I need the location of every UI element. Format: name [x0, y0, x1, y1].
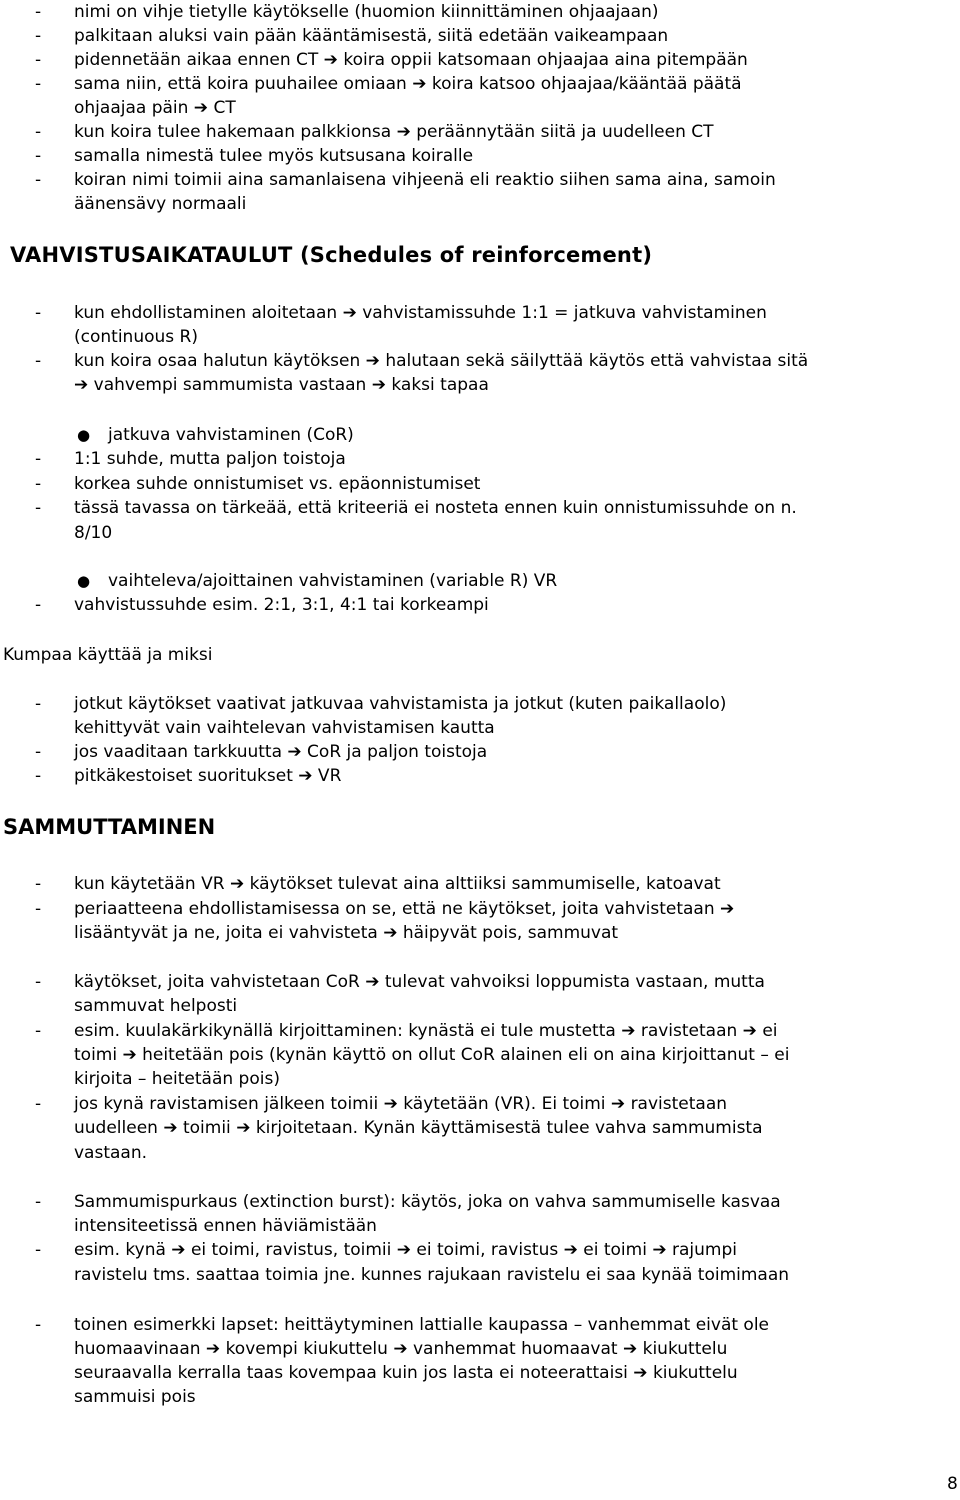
text-line — [0, 496, 960, 520]
line-text: kirjoita – heitetään pois) — [74, 1069, 280, 1089]
section-heading — [0, 815, 960, 839]
dash-marker: - — [35, 1021, 42, 1041]
text-line — [0, 168, 960, 192]
text-line — [0, 692, 960, 716]
text-line — [0, 349, 960, 373]
line-text: pitkäkestoiset suoritukset ➔ VR — [74, 766, 342, 786]
text-line — [0, 593, 960, 617]
line-text: toinen esimerkki lapset: heittäytyminen lattialle kaupassa – vanhemmat eivät ole — [74, 1315, 770, 1335]
dash-marker: - — [35, 474, 42, 494]
line-text: ➔ vahvempi sammumista vastaan ➔ kaksi tapaa — [74, 375, 489, 395]
line-text: sammuisi pois — [74, 1387, 196, 1407]
dash-marker: - — [35, 1192, 42, 1212]
text-line — [0, 897, 960, 921]
text-line — [0, 970, 960, 994]
text-line — [0, 96, 960, 120]
line-text: jos vaaditaan tarkkuutta ➔ CoR ja paljon toistoja — [74, 742, 488, 762]
line-text: palkitaan aluksi vain pään kääntämisestä, siitä edetään vaikeampaan — [74, 26, 669, 46]
text-line — [0, 472, 960, 496]
text-line — [0, 1361, 960, 1385]
text-line — [0, 423, 960, 447]
line-text: kun koira osaa halutun käytöksen ➔ halutaan sekä säilyttää käytös että vahvistaa sitä — [74, 351, 809, 371]
text-line — [0, 1116, 960, 1140]
line-text: uudelleen ➔ toimii ➔ kirjoitetaan. Kynän käyttämisestä tulee vahva sammumista — [74, 1118, 763, 1138]
line-text: kun ehdollistaminen aloitetaan ➔ vahvistamissuhde 1:1 = jatkuva vahvistaminen — [74, 303, 767, 323]
text-line — [0, 764, 960, 788]
text-line — [0, 1190, 960, 1214]
line-text: VAHVISTUSAIKATAULUT (Schedules of reinforcement) — [10, 243, 653, 267]
text-line — [0, 569, 960, 593]
dash-marker: - — [35, 694, 42, 714]
line-text: esim. kuulakärkikynällä kirjoittaminen: kynästä ei tule mustetta ➔ ravistetaan ➔ ei — [74, 1021, 778, 1041]
text-line — [0, 144, 960, 168]
dash-marker: - — [35, 1094, 42, 1114]
line-text: kun koira tulee hakemaan palkkionsa ➔ peräännytään siitä ja uudelleen CT — [74, 122, 714, 142]
text-line — [0, 1263, 960, 1287]
text-line — [0, 1019, 960, 1043]
text-line — [0, 1337, 960, 1361]
text-line — [0, 1092, 960, 1116]
text-line — [0, 1214, 960, 1238]
line-text: toimi ➔ heitetään pois (kynän käyttö on ollut CoR alainen eli on aina kirjoittanut – ei — [74, 1045, 790, 1065]
text-line — [0, 192, 960, 216]
text-line — [0, 301, 960, 325]
line-text: jos kynä ravistamisen jälkeen toimii ➔ käytetään (VR). Ei toimi ➔ ravistetaan — [74, 1094, 728, 1114]
line-text: periaatteena ehdollistamisessa on se, että ne käytökset, joita vahvistetaan ➔ — [74, 899, 735, 919]
line-text: korkea suhde onnistumiset vs. epäonnistumiset — [74, 474, 481, 494]
bullet-dot-icon: ● — [77, 426, 91, 444]
line-text: 1:1 suhde, mutta paljon toistoja — [74, 449, 346, 469]
dash-marker: - — [35, 1240, 42, 1260]
dash-marker: - — [35, 899, 42, 919]
text-line — [0, 716, 960, 740]
text-line — [0, 447, 960, 471]
text-line — [0, 1385, 960, 1409]
line-text: ravistelu tms. saattaa toimia jne. kunnes rajukaan ravistelu ei saa kynää toimimaan — [74, 1265, 790, 1285]
dash-marker: - — [35, 122, 42, 142]
dash-marker: - — [35, 50, 42, 70]
subsection-heading — [0, 643, 960, 667]
text-line — [0, 1043, 960, 1067]
text-line — [0, 921, 960, 945]
text-line — [0, 48, 960, 72]
line-text: Kumpaa käyttää ja miksi — [3, 645, 213, 665]
line-text: 8/10 — [74, 523, 113, 543]
line-text: kehittyvät vain vaihtelevan vahvistamisen kautta — [74, 718, 495, 738]
dash-marker: - — [35, 303, 42, 323]
line-text: huomaavinaan ➔ kovempi kiukuttelu ➔ vanhemmat huomaavat ➔ kiukuttelu — [74, 1339, 728, 1359]
text-line — [0, 325, 960, 349]
line-text: vaihteleva/ajoittainen vahvistaminen (variable R) VR — [108, 571, 558, 591]
text-line — [0, 521, 960, 545]
dash-marker: - — [35, 146, 42, 166]
dash-marker: - — [35, 2, 42, 22]
section-heading — [0, 243, 960, 267]
line-text: Sammumispurkaus (extinction burst): käytös, joka on vahva sammumiselle kasvaa — [74, 1192, 781, 1212]
dash-marker: - — [35, 742, 42, 762]
dash-marker: - — [35, 170, 42, 190]
line-text: käytökset, joita vahvistetaan CoR ➔ tulevat vahvoiksi loppumista vastaan, mutta — [74, 972, 765, 992]
text-line — [0, 120, 960, 144]
line-text: jotkut käytökset vaativat jatkuvaa vahvistamista ja jotkut (kuten paikallaolo) — [74, 694, 727, 714]
line-text: vahvistussuhde esim. 2:1, 3:1, 4:1 tai korkeampi — [74, 595, 489, 615]
text-line — [0, 0, 960, 24]
text-line — [0, 994, 960, 1018]
dash-marker: - — [35, 449, 42, 469]
dash-marker: - — [35, 595, 42, 615]
line-text: jatkuva vahvistaminen (CoR) — [108, 425, 354, 445]
text-line — [0, 1067, 960, 1091]
line-text: seuraavalla kerralla taas kovempaa kuin jos lasta ei noteerattaisi ➔ kiukuttelu — [74, 1363, 738, 1383]
line-text: koiran nimi toimii aina samanlaisena vihjeenä eli reaktio siihen sama aina, samoin — [74, 170, 776, 190]
text-line — [0, 373, 960, 397]
line-text: äänensävy normaali — [74, 194, 247, 214]
bullet-dot-icon: ● — [77, 572, 91, 590]
line-text: nimi on vihje tietylle käytökselle (huomion kiinnittäminen ohjaajaan) — [74, 2, 659, 22]
line-text: ohjaajaa päin ➔ CT — [74, 98, 236, 118]
dash-marker: - — [35, 26, 42, 46]
dash-marker: - — [35, 74, 42, 94]
dash-marker: - — [35, 766, 42, 786]
line-text: esim. kynä ➔ ei toimi, ravistus, toimii ➔ ei toimi, ravistus ➔ ei toimi ➔ rajumpi — [74, 1240, 737, 1260]
text-line — [0, 872, 960, 896]
text-line — [0, 1313, 960, 1337]
dash-marker: - — [35, 498, 42, 518]
page-number: 8 — [947, 1474, 958, 1494]
line-text: samalla nimestä tulee myös kutsusana koiralle — [74, 146, 474, 166]
line-text: tässä tavassa on tärkeää, että kriteeriä ei nosteta ennen kuin onnistumissuhde on n. — [74, 498, 797, 518]
dash-marker: - — [35, 874, 42, 894]
text-line — [0, 1141, 960, 1165]
line-text: (continuous R) — [74, 327, 198, 347]
text-line — [0, 72, 960, 96]
line-text: lisääntyvät ja ne, joita ei vahvisteta ➔ häipyvät pois, sammuvat — [74, 923, 619, 943]
text-line — [0, 24, 960, 48]
dash-marker: - — [35, 1315, 42, 1335]
line-text: vastaan. — [74, 1143, 148, 1163]
dash-marker: - — [35, 351, 42, 371]
text-line — [0, 740, 960, 764]
line-text: sama niin, että koira puuhailee omiaan ➔ koira katsoo ohjaajaa/kääntää päätä — [74, 74, 742, 94]
line-text: intensiteetissä ennen häviämistään — [74, 1216, 377, 1236]
dash-marker: - — [35, 972, 42, 992]
line-text: kun käytetään VR ➔ käytökset tulevat aina alttiiksi sammumiselle, katoavat — [74, 874, 721, 894]
line-text: SAMMUTTAMINEN — [3, 815, 216, 839]
line-text: pidennetään aikaa ennen CT ➔ koira oppii katsomaan ohjaajaa aina pitempään — [74, 50, 748, 70]
line-text: sammuvat helposti — [74, 996, 238, 1016]
text-line — [0, 1238, 960, 1262]
